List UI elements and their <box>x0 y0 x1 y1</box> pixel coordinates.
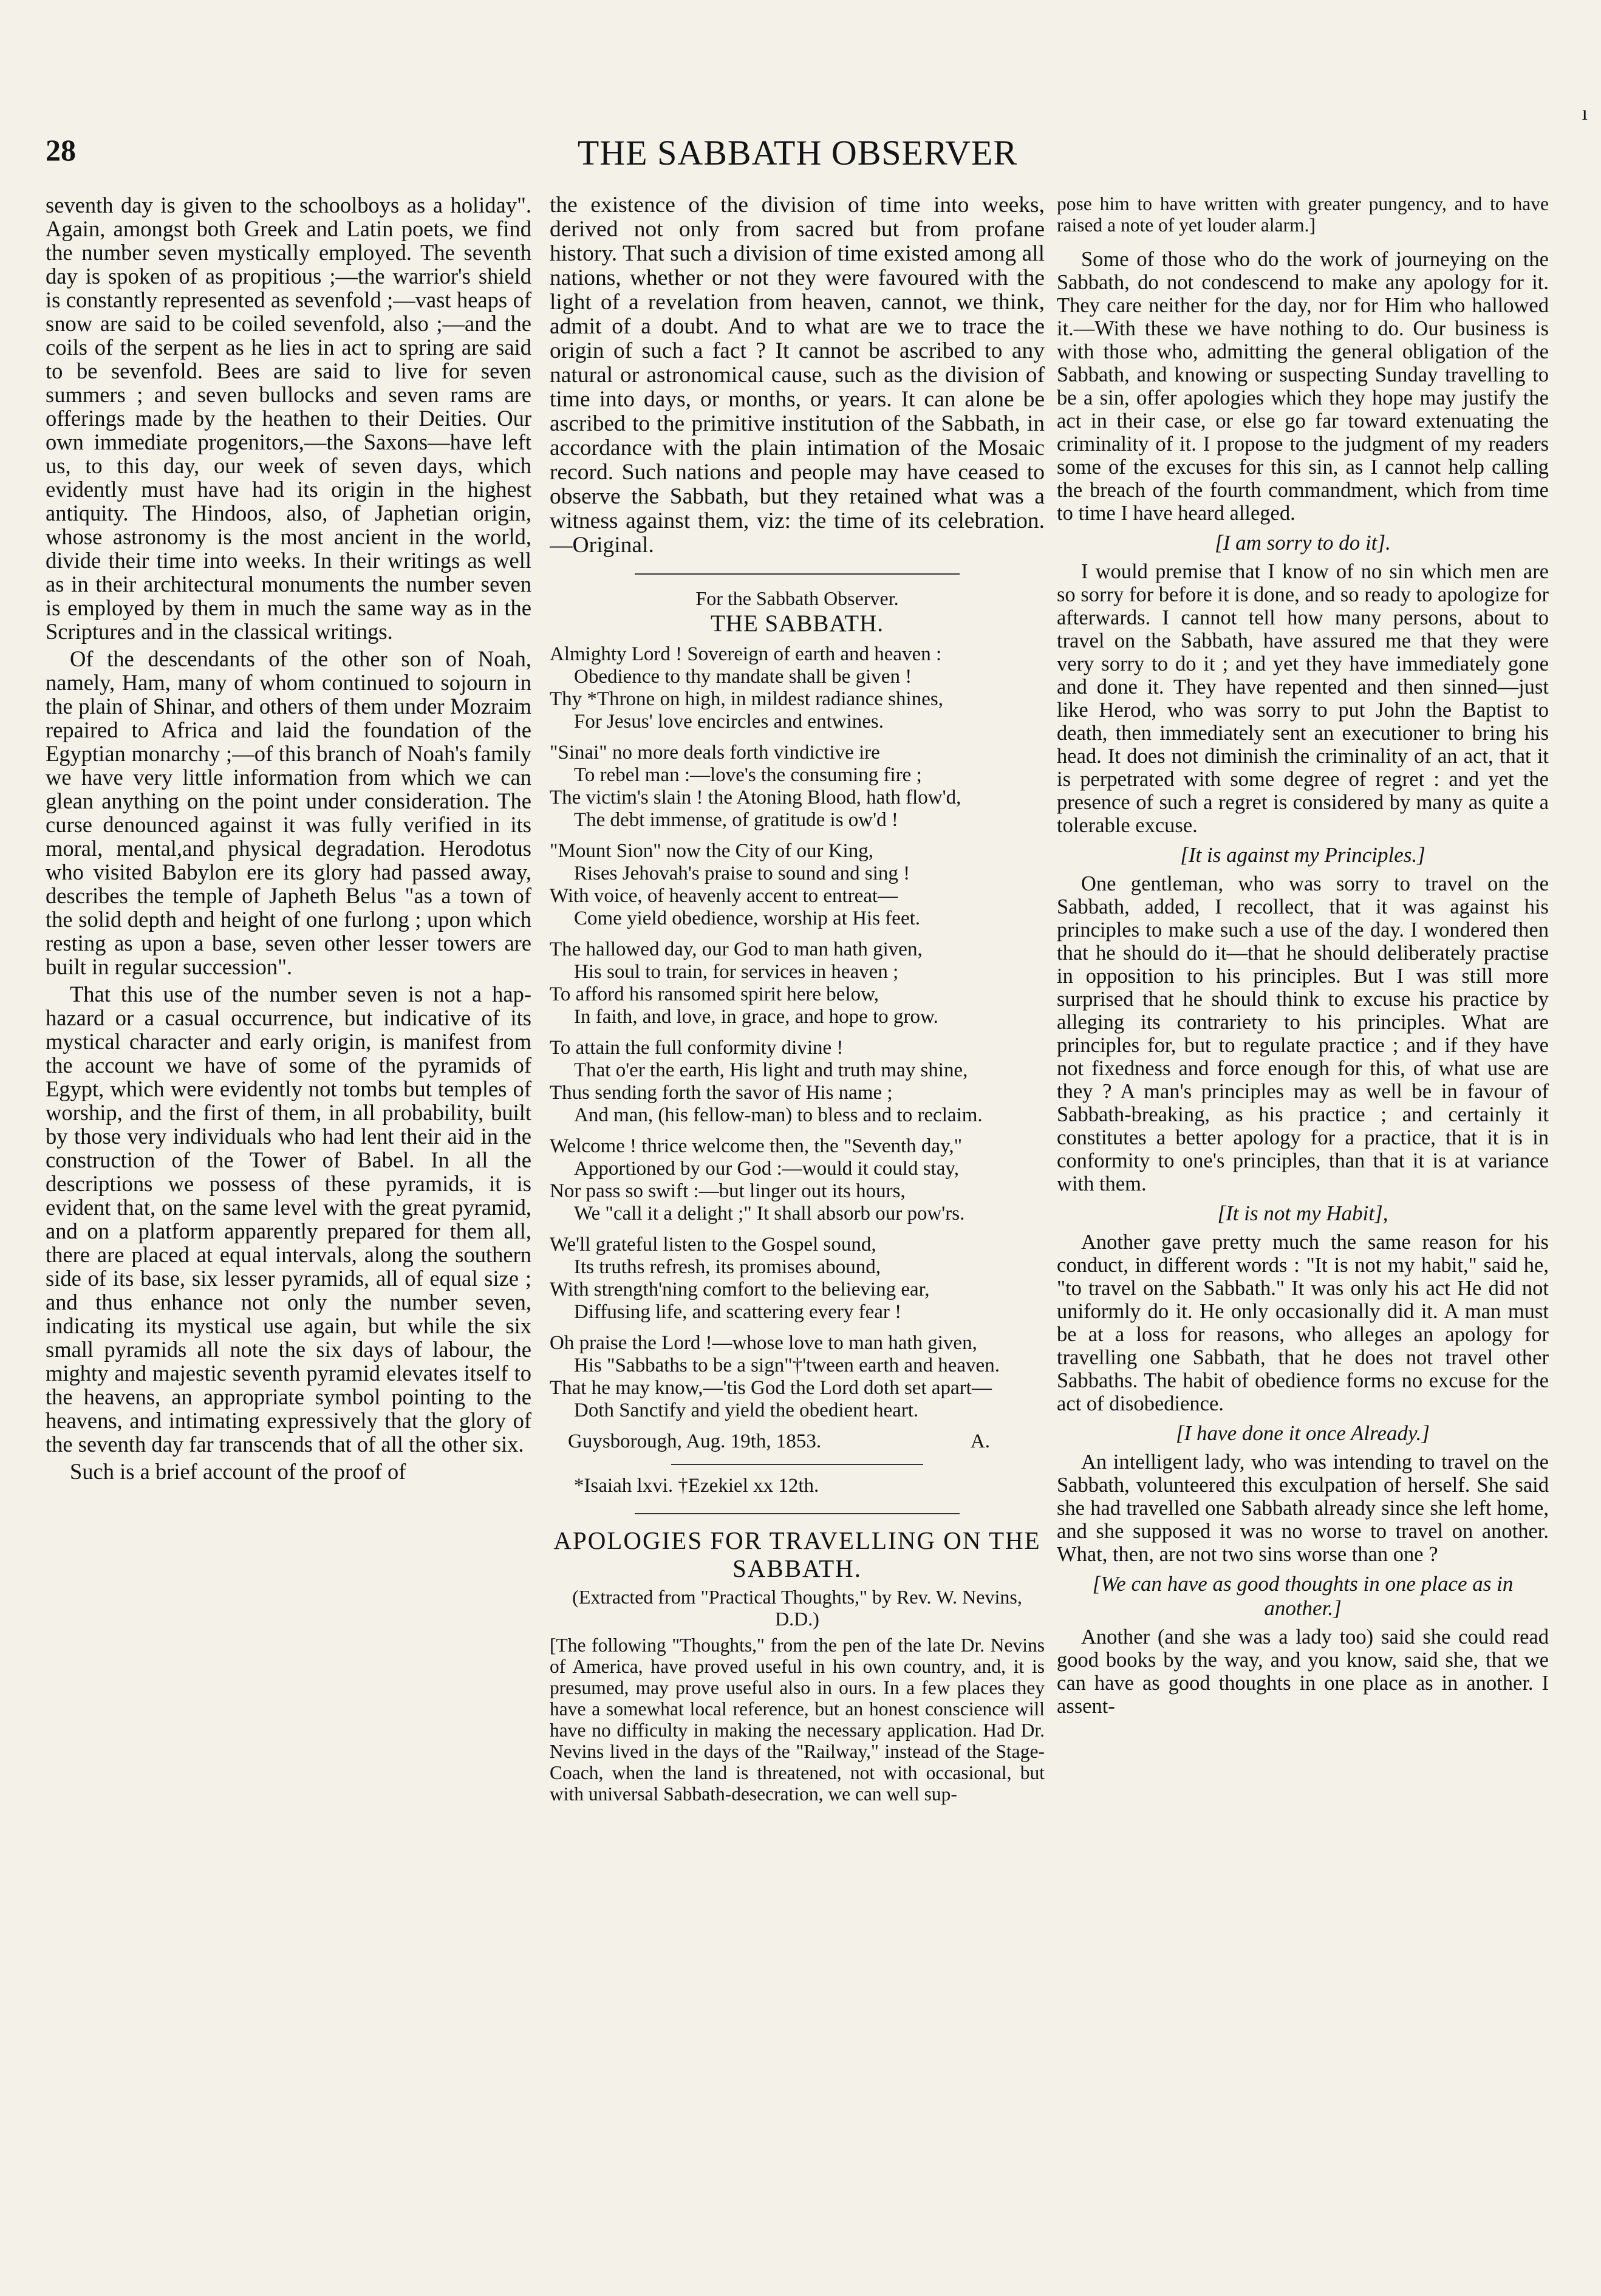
poem-line: We'll grateful listen to the Gospel sound, <box>550 1234 876 1256</box>
corner-mark: ı <box>1582 102 1588 125</box>
poem-line: With voice, of heavenly accent to entreat— <box>550 885 898 907</box>
poem-line: To rebel man :—love's the consuming fire ; <box>574 764 922 786</box>
article-title: APOLOGIES FOR TRAVELLING ON THE SABBATH. <box>553 1526 1041 1582</box>
poem-line: Almighty Lord ! Sovereign of earth and heaven : <box>550 643 942 665</box>
poem-line: That o'er the earth, His light and truth may shine, <box>574 1059 968 1081</box>
divider <box>671 1464 923 1465</box>
signature-place: Guysborough, Aug. 19th, 1853. <box>568 1430 822 1452</box>
poem-line: Oh praise the Lord !—whose love to man hath given, <box>550 1332 977 1354</box>
poem-signature <box>550 1430 1045 1453</box>
poem-stanza <box>550 1037 1045 1127</box>
section-heading: [I have done it once Already.] <box>1176 1421 1430 1445</box>
poem-stanza <box>550 643 1045 733</box>
editor-note: [The following "Thoughts," from the pen of the late Dr. Nevins of America, have proved useful in his own country, and, it is presumed, may prove useful also in ours. In a few places they have a somewhat local reference, but an honest conscience will have no difficulty in making the necessary application. Had Dr. Nevins lived in the days of the "Railway," instead of the Stage-Coach, when the land is threatened, not with occasional, but with universal Sabbath-desecration, we can well sup- <box>550 1635 1045 1805</box>
poem-line: We "call it a delight ;" It shall absorb our pow'rs. <box>574 1203 965 1225</box>
poem-line: Come yield obedience, worship at His feet. <box>574 907 921 929</box>
signature-initial: A. <box>970 1430 990 1452</box>
poem-line: In faith, and love, in grace, and hope to grow. <box>574 1006 938 1028</box>
poem-line: And man, (his fellow-man) to bless and to reclaim. <box>574 1104 983 1126</box>
poem-line: The hallowed day, our God to man hath given, <box>550 938 923 960</box>
poem-stanza <box>550 938 1045 1028</box>
poem-line: Nor pass so swift :—but linger out its hours, <box>550 1180 906 1202</box>
section-heading: [It is against my Principles.] <box>1180 843 1425 867</box>
column-3 <box>1057 193 1549 2272</box>
section-heading: [It is not my Habit], <box>1217 1201 1388 1225</box>
poem-stanza <box>550 1234 1045 1324</box>
column-1 <box>46 193 531 2272</box>
poem-title: THE SABBATH. <box>710 610 884 637</box>
poem-line: That he may know,—'tis God the Lord doth set apart— <box>550 1377 992 1399</box>
article-paragraph: I would premise that I know of no sin which men are so sorry for before it is done, and so ready to apologize for afterwards. I cannot tell how many persons, about to travel on the Sabbath, have assured me that they were very sorry to do it ; and yet they have immediately gone and done it. They have repented and then sinned—just like Herod, who was sorry to put John the Baptist to death, then immediately sent an executioner to bring his head. It does not diminish the criminality of an act, that it is perpetrated with some degree of regret : and yet the presence of such a regret is considered by many as quite a tolerable excuse. <box>1057 560 1549 837</box>
article-paragraph: Such is a brief account of the proof of <box>70 1459 406 1484</box>
column-2 <box>550 193 1045 2272</box>
section-heading: [We can have as good thoughts in one place as in another.] <box>1092 1572 1514 1620</box>
running-title: THE SABBATH OBSERVER <box>577 133 1018 173</box>
article-paragraph: One gentleman, who was sorry to travel on the Sabbath, added, I recollect, that it was against his principles to make such a use of the day. I wondered then that he should do it—that he should deliberately practise in opposition to his principles. But I was still more surprised that he should think to excuse his practice by alleging its contrariety to his principles. What are principles for, but to regulate practice ; and if they have not fixedness and force enough for this, of what use are they ? A man's principles may as well be in favour of Sabbath-breaking, as his practice ; and certainly it constitutes a better apology for a practice, that it is in conformity to one's principles, than that it is at variance with them. <box>1057 872 1549 1195</box>
poem-line: Rises Jehovah's praise to sound and sing ! <box>574 863 910 884</box>
article-paragraph: Of the descendants of the other son of Noah, namely, Ham, many of whom continued to sojourn in the plain of Shinar, and others of them under Mozraim repaired to Africa and laid the foundation of the Egyptian monarchy ;—of this branch of Noah's family we have very little information from which we can glean anything on the point under consideration. The curse denounced against it was fully verified in its moral, mental,and physical degradation. Herodotus who visited Babylon ere its glory had passed away, describes the temple of Japheth Belus "as a town of the solid depth and height of one furlong ; upon which resting as upon a base, seven other lesser towers are built in regular succession". <box>46 646 531 979</box>
poem-line: Apportioned by our God :—would it could stay, <box>574 1158 959 1180</box>
poem-stanza <box>550 742 1045 832</box>
article-paragraph: Some of those who do the work of journeying on the Sabbath, do not condescend to make any apology for it. They care neither for the day, nor for Him who hallowed it.—With these we have nothing to do. Our business is with those who, admitting the general obligation of the Sabbath, and knowing or suspecting Sunday travelling to be a sin, offer apologies which they hope may justify the act in their case, or else go far toward extenuating the criminality of it. I propose to the judgment of my readers some of the excuses for this sin, as I cannot help calling the breach of the fourth commandment, which from time to time I have heard alleged. <box>1057 248 1549 525</box>
poem-line: With strength'ning comfort to the believing ear, <box>550 1279 930 1300</box>
poem-line: Diffusing life, and scattering every fear ! <box>574 1301 902 1323</box>
article-paragraph: the existence of the division of time into weeks, derived not only from sacred but from profane history. That such a division of time existed among all nations, whether or not they were favoured with the light of a revelation from heaven, cannot, we think, admit of a doubt. And to what are we to trace the origin of such a fact ? It cannot be ascribed to any natural or astronomical cause, such as the division of time into days, or months, or years. It can alone be ascribed to the primitive institution of the Sabbath, in accordance with the plain intimation of the Mosaic record. Such nations and people may have ceased to observe the Sabbath, but they retained what was a witness against them, viz: the time of its celebration.—Original. <box>550 193 1045 558</box>
poem-stanza <box>550 840 1045 930</box>
poem-line: To attain the full conformity divine ! <box>550 1037 844 1059</box>
article-paragraph: An intelligent lady, who was intending to travel on the Sabbath, volunteered this exculpation of herself. She said she had travelled one Sabbath already since she left home, and she supposed it was no worse to travel on another. What, then, are not two sins worse than one ? <box>1057 1450 1549 1566</box>
divider <box>635 573 960 575</box>
poem-line: His "Sabbaths to be a sign"†'tween earth and heaven. <box>574 1355 1000 1376</box>
poem-line: His soul to train, for services in heaven ; <box>574 961 899 983</box>
poem-line: "Mount Sion" now the City of our King, <box>550 840 873 862</box>
poem-line: "Sinai" no more deals forth vindictive ire <box>550 742 880 764</box>
poem-line: Its truths refresh, its promises abound, <box>574 1256 881 1278</box>
article-source: (Extracted from "Practical Thoughts," by Rev. W. Nevins, D.D.) <box>572 1586 1022 1630</box>
article-paragraph: That this use of the number seven is not a hap-hazard or a casual occurrence, but indicative of its mystical character and early origin, is manifest from the account we have of some of the pyramids of Egypt, which were evidently not tombs but temples of worship, and the first of them, in all probability, built by those very individuals who had lent their aid in the construction of the Tower of Babel. In all the descriptions we possess of these pyramids, it is evident that, on the same level with the great pyramid, and on a platform apparently prepared for them all, there are placed at equal intervals, along the southern side of its base, six lesser pyramids, all of equal size ; and thus enhance not only the number seven, indicating its mystical use again, but while the six small pyramids all note the six days of labour, the mighty and majestic seventh pyramid elevates itself to the heavens, an appropriate symbol pointing to the heavens, and intimating expressively that the glory of the seventh day far transcends that of all the other six. <box>46 982 531 1457</box>
poem-line: For Jesus' love encircles and entwines. <box>574 711 884 733</box>
poem-line: Thy *Throne on high, in mildest radiance shines, <box>550 688 943 710</box>
article-paragraph: Another gave pretty much the same reason for his conduct, in different words : "It is not my habit," said he, "to travel on the Sabbath." It was only his act He did not uniformly do it. He only occasionally did it. A man must be at a loss for reasons, who alleges an apology for travelling one Sabbath, that he does not travel other Sabbaths. The habit of obedience forms no excuse for the act of disobedience. <box>1057 1231 1549 1415</box>
article-paragraph: Another (and she was a lady too) said she could read good books by the way, and you know, said she, that we can have as good thoughts in one place as in another. I assent- <box>1057 1625 1549 1718</box>
poem-line: Doth Sanctify and yield the obedient heart. <box>574 1399 919 1421</box>
poem-line: Welcome ! thrice welcome then, the "Seventh day," <box>550 1135 963 1157</box>
poem-stanza <box>550 1135 1045 1225</box>
poem-intro: For the Sabbath Observer. <box>695 587 899 609</box>
poem-footnotes: *Isaiah lxvi. †Ezekiel xx 12th. <box>574 1475 819 1497</box>
page-header <box>46 132 1549 187</box>
poem-stanza <box>550 1332 1045 1422</box>
page-number: 28 <box>46 133 76 167</box>
editor-note-continued: pose him to have written with greater pungency, and to have raised a note of yet louder alarm.] <box>1057 193 1549 236</box>
poem-line: Thus sending forth the savor of His name ; <box>550 1082 893 1104</box>
poem-line: Obedience to thy mandate shall be given ! <box>574 666 912 688</box>
article-paragraph: seventh day is given to the schoolboys as a holiday". Again, amongst both Greek and Latin poets, we find the number seven mystically employed. The seventh day is spoken of as propitious ;—the warrior's shield is constantly represented as sevenfold ;—vast heaps of snow are said to be coiled sevenfold, also ;—and the coils of the serpent as he lies in act to spring are said to be sevenfold. Bees are said to live for seven summers ; and seven bullocks and seven rams are offerings made by the heathen to their Deities. Our own immediate progenitors,—the Saxons—have left us, to this day, our week of seven days, which evidently must have had its origin in the highest antiquity. The Hindoos, also, of Japhetian origin, whose astronomy is the most ancient in the world, divide their time into weeks. In their writings as well as in their architectural monuments the number seven is employed by them in much the same way as in the Scriptures and in the classical writings. <box>46 193 531 644</box>
section-heading: [I am sorry to do it]. <box>1215 531 1391 555</box>
poem-line: To afford his ransomed spirit here below, <box>550 983 879 1005</box>
divider <box>635 1513 960 1514</box>
poem-line: The debt immense, of gratitude is ow'd ! <box>574 809 898 831</box>
poem-line: The victim's slain ! the Atoning Blood, hath flow'd, <box>550 787 961 808</box>
